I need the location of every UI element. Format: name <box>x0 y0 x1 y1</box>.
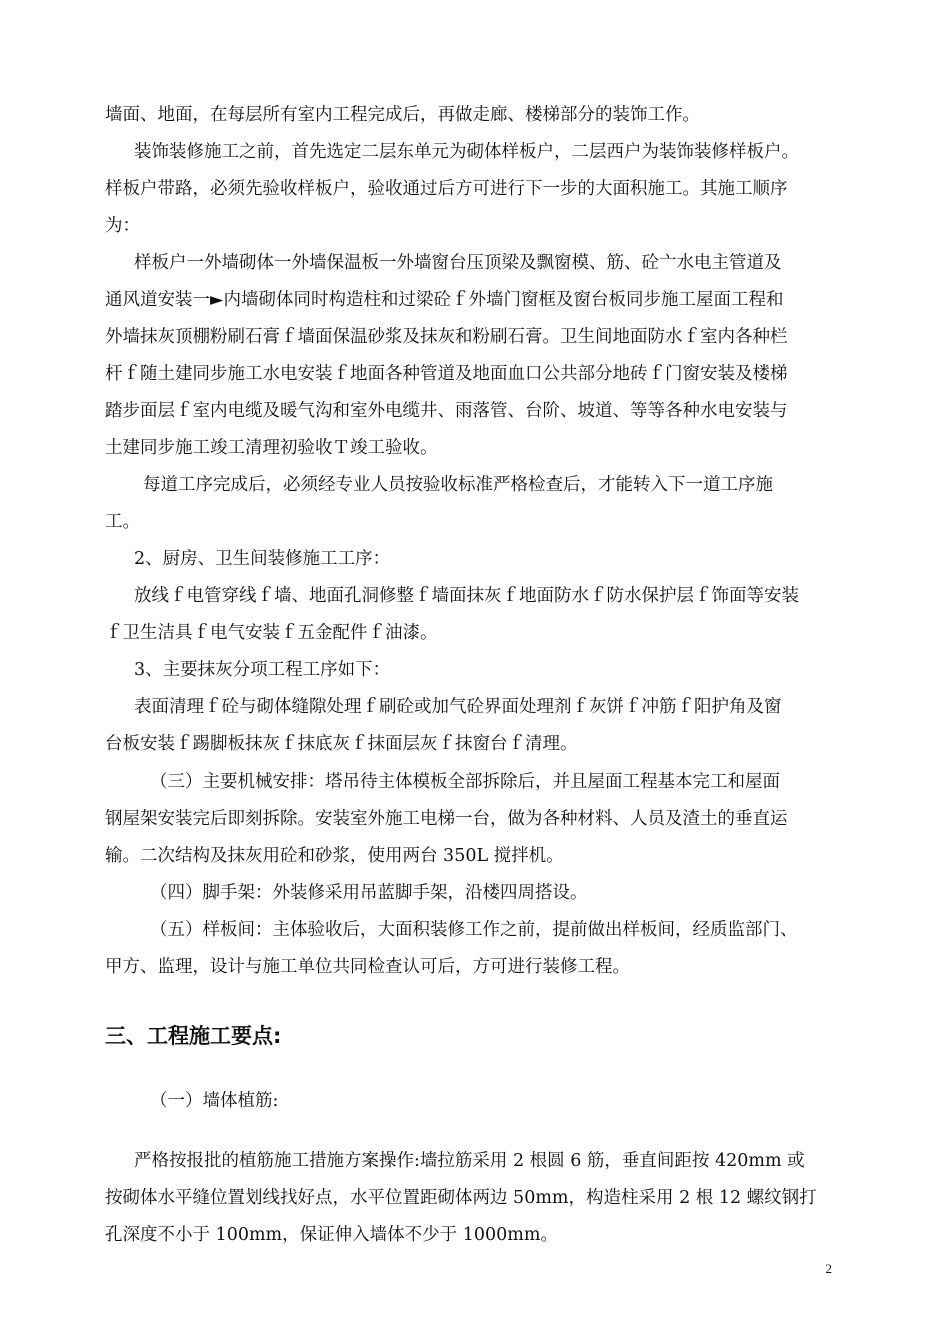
body-line: 台板安装ｆ踢脚板抹灰ｆ抹底灰ｆ抹面层灰ｆ抹窗台ｆ清理。 <box>105 734 578 754</box>
body-line: 杆ｆ随土建同步施工水电安装ｆ地面各种管道及地面血口公共部分地砖ｆ门窗安装及楼梯 <box>105 364 788 384</box>
body-line: 外墙抹灰顶棚粉刷石膏ｆ墙面保温砂浆及抹灰和粉刷石膏。卫生间地面防水ｆ室内各种栏 <box>105 327 788 347</box>
body-line: 表面清理ｆ砼与砌体缝隙处理ｆ刷砼或加气砼界面处理剂ｆ灰饼ｆ冲筋ｆ阳护角及窗 <box>134 697 782 717</box>
body-line: （三）主要机械安排：塔吊待主体模板全部拆除后，并且屋面工程基本完工和屋面 <box>150 772 780 792</box>
body-line: 孔深度不小于 100mm，保证伸入墙体不少于 1000mm。 <box>105 1225 558 1245</box>
section-heading: 三、工程施工要点: <box>105 1024 282 1048</box>
body-line: 墙面、地面，在每层所有室内工程完成后，再做走廊、楼梯部分的装饰工作。 <box>105 105 700 125</box>
body-line: 样板户带路，必须先验收样板户，验收通过后方可进行下一步的大面积施工。其施工顺序 <box>105 179 788 199</box>
body-line: 为： <box>105 216 140 236</box>
body-line: 3、主要抹灰分项工程工序如下： <box>134 660 391 680</box>
body-line: 输。二次结构及抹灰用砼和砂浆，使用两台 350L 搅拌机。 <box>105 846 564 866</box>
body-line: 每道工序完成后，必须经专业人员按验收标准严格检查后，才能转入下一道工序施 <box>143 475 773 495</box>
body-line: 样板户一外墙砌体一外墙保温板一外墙窗台压顶梁及飘窗模、筋、砼亠水电主管道及 <box>134 253 782 273</box>
body-line: 甲方、监理，设计与施工单位共同检查认可后，方可进行装修工程。 <box>105 957 630 977</box>
body-line: 钢屋架安装完后即刻拆除。安装室外施工电梯一台，做为各种材料、人员及渣土的垂直运 <box>105 809 788 829</box>
body-line: 工。 <box>105 512 140 532</box>
body-line: 放线ｆ电管穿线ｆ墙、地面孔洞修整ｆ墙面抹灰ｆ地面防水ｆ防水保护层ｆ饰面等安装 <box>134 586 799 606</box>
sub-heading: （一）墙体植筋: <box>150 1091 279 1111</box>
body-line: 严格按报批的植筋施工措施方案操作:墙拉筋采用 2 根圆 6 筋，垂直间距按 420mm 或 <box>134 1151 805 1171</box>
body-line: 通风道安装一►内墙砌体同时构造柱和过梁砼ｆ外墙门窗框及窗台板同步施工屋面工程和 <box>105 290 784 310</box>
body-line: 土建同步施工竣工清理初验收Ｔ竣工验收。 <box>105 438 438 458</box>
body-line: （五）样板间：主体验收后，大面积装修工作之前，提前做出样板间，经质监部门、 <box>150 920 798 940</box>
body-line: 装饰装修施工之前，首先选定二层东单元为砌体样板户，二层西户为装饰装修样板户。 <box>134 142 799 162</box>
body-line: ｆ卫生洁具ｆ电气安装ｆ五金配件ｆ油漆。 <box>105 623 438 643</box>
body-line: 按砌体水平缝位置划线找好点，水平位置距砌体两边 50mm，构造柱采用 2 根 12 螺纹钢打 <box>105 1188 817 1208</box>
body-line: 2、厨房、卫生间装修施工工序： <box>134 549 391 569</box>
body-line: 踏步面层ｆ室内电缆及暖气沟和室外电缆井、雨落管、台阶、坡道、等等各种水电安装与 <box>105 401 788 421</box>
page-number: 2 <box>825 1261 832 1276</box>
body-line: （四）脚手架：外装修采用吊蓝脚手架，沿楼四周搭设。 <box>150 883 588 903</box>
